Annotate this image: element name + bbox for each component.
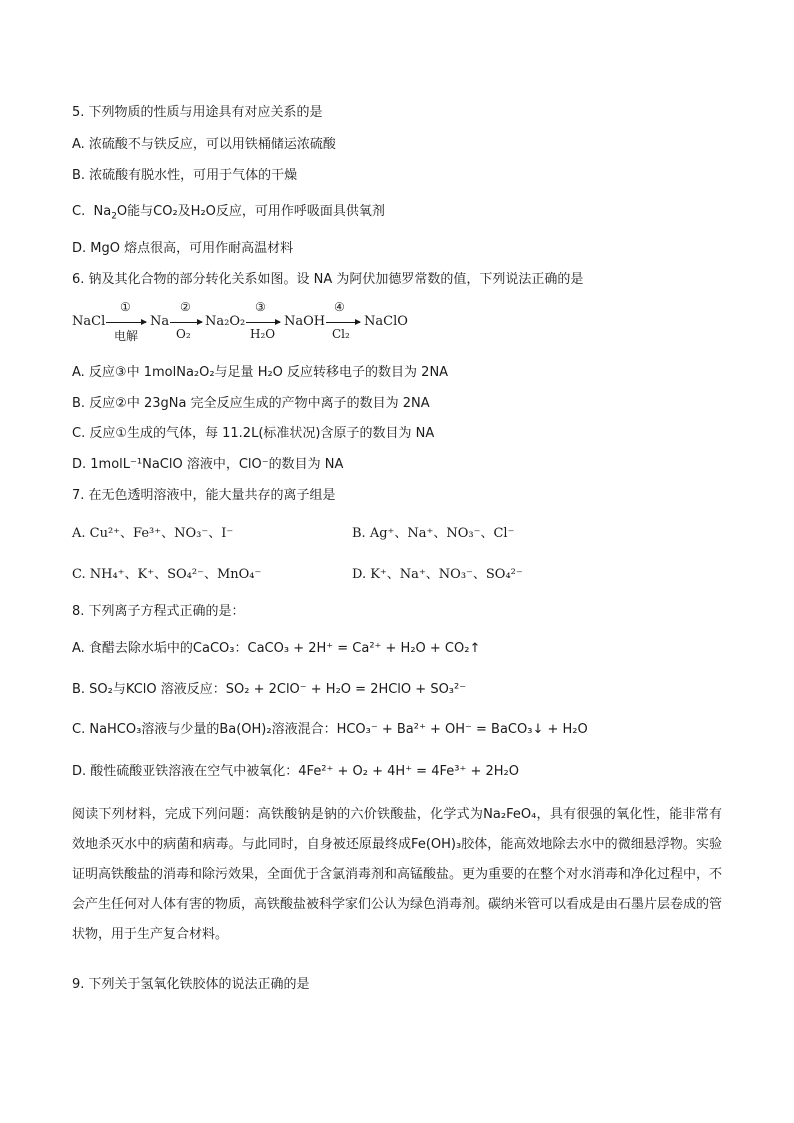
- q8-option-a: A. 食醋去除水垢中的CaCO₃：CaCO₃ + 2H⁺ = Ca²⁺ + H₂O + CO₂↑: [72, 641, 481, 656]
- q7-row-1: [72, 525, 233, 543]
- q6-option-c: C. 反应①生成的气体，每 11.2L(标准状况)含原子的数目为 NA: [72, 426, 435, 441]
- q6-option-d: D. 1molL⁻¹NaClO 溶液中，ClO⁻的数目为 NA: [72, 457, 344, 472]
- q6-option-b: B. 反应②中 23gNa 完全反应生成的产物中离子的数目为 2NA: [72, 396, 430, 411]
- q6-stem: 6. 钠及其化合物的部分转化关系如图。设 NA 为阿伏加德罗常数的值，下列说法正确的是: [72, 272, 584, 287]
- chain-arrow-2: [170, 322, 202, 323]
- chain-condition-1: 电解: [114, 329, 139, 343]
- chain-condition-2: O₂: [176, 327, 191, 341]
- q8-stem: 8. 下列离子方程式正确的是：: [72, 604, 245, 619]
- chain-step-4: ④: [334, 300, 345, 314]
- q7-option-c: C. NH₄⁺、K⁺、SO₄²⁻、MnO₄⁻: [72, 567, 262, 582]
- reading-material: 阅读下列材料，完成下列问题：高铁酸钠是钠的六价铁酸盐，化学式为Na₂FeO₄，具有很强的氧化性，能非常有效地杀灭水中的病菌和病毒。与此同时，自身被还原最终成Fe(OH)₃胶体，能高效地除去水中的微细悬浮物。实验证明高铁酸盐的消毒和除污效果，全面优于含氯消毒剂和高锰酸盐。更为重要的在整个对水消毒和净化过程中，不会产生任何对人体有害的物质，高铁酸盐被科学家们公认为绿色消毒剂。碳纳米管可以看成是由石墨片层卷成的管状物，用于生产复合材料。: [72, 807, 723, 942]
- chain-node-na2o2: Na₂O₂: [205, 314, 246, 329]
- chain-arrow-3: [246, 322, 280, 323]
- chain-arrow-4: [326, 322, 360, 323]
- chain-node-na: Na: [150, 314, 170, 329]
- chain-step-3: ③: [255, 300, 266, 314]
- q9-stem: 9. 下列关于氢氧化铁胶体的说法正确的是: [72, 977, 310, 992]
- chain-step-1: ①: [120, 300, 131, 314]
- q5-option-b: B. 浓硫酸有脱水性，可用于气体的干燥: [72, 168, 298, 183]
- conversion-chain-diagram: [72, 300, 492, 350]
- q8-option-b: B. SO₂与KClO 溶液反应：SO₂ + 2ClO⁻ + H₂O = 2HClO + SO₃²⁻: [72, 682, 467, 697]
- q7-stem: 7. 在无色透明溶液中，能大量共存的离子组是: [72, 488, 336, 503]
- q7-option-b: B. Ag⁺、Na⁺、NO₃⁻、Cl⁻: [352, 526, 515, 541]
- chain-condition-4: Cl₂: [332, 327, 350, 341]
- q5-option-c: [72, 203, 385, 221]
- chain-condition-3: H₂O: [250, 327, 276, 341]
- chain-node-naclo: NaClO: [364, 314, 408, 329]
- chain-step-2: ②: [180, 300, 191, 314]
- q8-option-c: C. NaHCO₃溶液与少量的Ba(OH)₂溶液混合：HCO₃⁻ + Ba²⁺ + OH⁻ = BaCO₃↓ + H₂O: [72, 722, 588, 737]
- chain-node-nacl: NaCl: [72, 314, 106, 329]
- q6-option-a: A. 反应③中 1molNa₂O₂与足量 H₂O 反应转移电子的数目为 2NA: [72, 365, 449, 380]
- q5-option-c-text: 能与CO₂及H₂O反应，可用作呼吸面具供氧剂: [127, 204, 385, 219]
- q7-option-d: D. K⁺、Na⁺、NO₃⁻、SO₄²⁻: [352, 567, 523, 582]
- q5-na2o-formula: $Na_2O$: [93, 204, 128, 222]
- q5-option-c-prefix: C.: [72, 204, 86, 219]
- q5-option-a: A. 浓硫酸不与铁反应，可以用铁桶储运浓硫酸: [72, 137, 336, 152]
- q5-option-d: D. MgO 熔点很高，可用作耐高温材料: [72, 241, 294, 256]
- q7-option-a: A. Cu²⁺、Fe³⁺、NO₃⁻、I⁻: [72, 526, 234, 541]
- q8-option-d: D. 酸性硫酸亚铁溶液在空气中被氧化：4Fe²⁺ + O₂ + 4H⁺ = 4Fe³⁺ + 2H₂O: [72, 764, 519, 779]
- chain-node-naoh: NaOH: [284, 314, 326, 329]
- chain-arrow-1: [106, 322, 146, 323]
- q5-stem: 5. 下列物质的性质与用途具有对应关系的是: [72, 105, 323, 120]
